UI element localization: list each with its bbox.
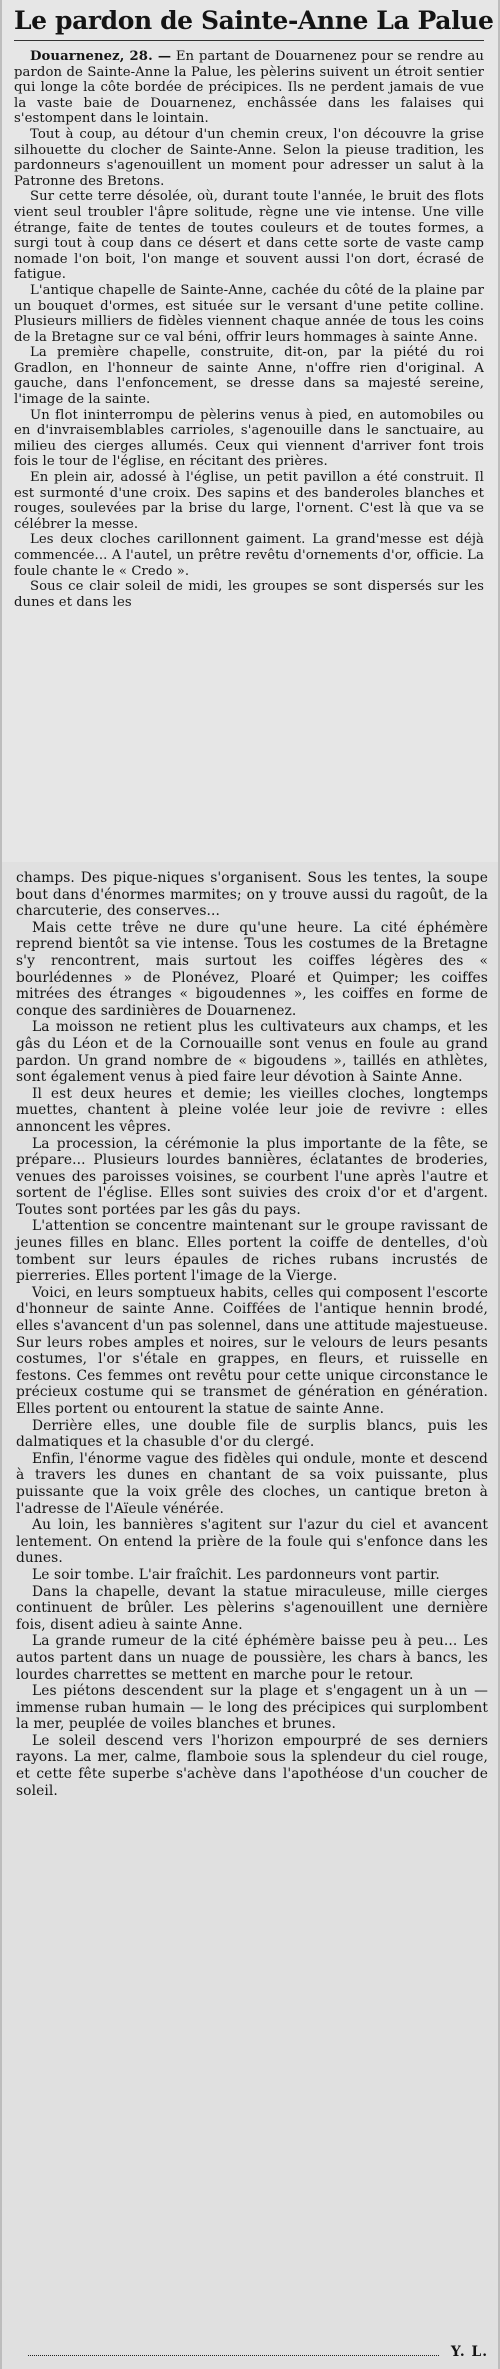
article-paragraph: Un flot ininterrompu de pèlerins venus à pied, en automobiles ou en d'invraisemblables carrioles, s'agenouille dans le sanctuaire, au milieu des cierges allumés. Ceux qui viennent d'arriver font trois fois le tour de l'église, en récitant des prières. <box>14 407 484 470</box>
article-paragraph: Tout à coup, au détour d'un chemin creux, l'on découvre la grise silhouette du clocher de Sainte-Anne. Selon la pieuse tradition, les pardonneurs s'agenouillent un moment pour adresser un salut à la Patronne des Bretons. <box>14 126 484 189</box>
article-paragraph: Les piétons descendent sur la plage et s'engagent un à un — immense ruban humain — le long des précipices qui surplombent la mer, peuplée de voiles blanches et brunes. <box>16 1683 488 1733</box>
article-paragraph: La première chapelle, construite, dit-on, par la piété du roi Gradlon, en l'honneur de sainte Anne, n'offre rien d'original. A gauche, dans l'enfoncement, se dresse dans sa majesté sereine, l'image de la sainte. <box>14 345 484 408</box>
article-paragraph: champs. Des pique-niques s'organisent. Sous les tentes, la soupe bout dans d'énormes marmites; on y trouve aussi du ragoût, de la charcuterie, des conserves... <box>16 870 488 920</box>
article-paragraph: La moisson ne retient plus les cultivateurs aux champs, et les gâs du Léon et de la Cornouaille sont venus en foule au grand pardon. Un grand nombre de « bigoudens », taillés en athlètes, sont également venus à pied faire leur dévotion à Sainte Anne. <box>16 1019 488 1086</box>
article-column-part-2 <box>0 862 500 2369</box>
article-signature <box>16 2344 488 2361</box>
article-paragraph: La procession, la cérémonie la plus importante de la fête, se prépare... Plusieurs lourdes bannières, éclatantes de broderies, venues des paroisses voisines, se courbent l'une après l'autre et sortent de l'église. Elles sont suivies des croix d'or et d'argent. Toutes sont portées par les gâs du pays. <box>16 1135 488 1218</box>
article-paragraph: Voici, en leurs somptueux habits, celles qui composent l'escorte d'honneur de sainte Anne. Coiffées de l'antique hennin brodé, elles s'avancent d'un pas solennel, dans une attitude majestueuse. Sur leurs robes amples et noires, sur le velours de leurs pesants costumes, l'or s'étale en grappes, en fleurs, et ruisselle en festons. Ces femmes ont revêtu pour cette unique circonstance le précieux costume qui se transmet de génération en génération. Elles portent ou entourent la statue de sainte Anne. <box>16 1284 488 1417</box>
article-paragraph: Enfin, l'énorme vague des fidèles qui ondule, monte et descend à travers les dunes en chantant de sa voix puissante, plus puissante que la voix grêle des cloches, un cantique breton à l'adresse de l'Aïeule vénérée. <box>16 1450 488 1517</box>
dateline: Douarnenez, 28. — <box>30 49 172 64</box>
author-initials: Y. L. <box>450 2344 488 2360</box>
article-paragraph: Derrière elles, une double file de surplis blancs, puis les dalmatiques et la chasuble d'or du clergé. <box>16 1417 488 1451</box>
article-paragraph: Dans la chapelle, devant la statue miraculeuse, mille cierges continuent de brûler. Les pèlerins s'agenouillent une dernière fois, disent adieu à sainte Anne. <box>16 1583 488 1633</box>
article-paragraph: L'attention se concentre maintenant sur le groupe ravissant de jeunes filles en blanc. Elles portent la coiffe de dentelles, d'où tombent sur leurs épaules de riches rubans incrustés de pierreries. Elles portent l'image de la Vierge. <box>16 1218 488 1285</box>
article-paragraph: Sous ce clair soleil de midi, les groupes se sont dispersés sur les dunes et dans les <box>14 579 484 610</box>
article-paragraph <box>14 49 484 127</box>
article-paragraph: L'antique chapelle de Sainte-Anne, cachée du côté de la plaine par un bouquet d'ormes, est située sur le versant d'une petite colline. Plusieurs milliers de fidèles viennent chaque année de tous les coins de la Bretagne sur ce val béni, offrir leurs hommages à sainte Anne. <box>14 282 484 345</box>
article-paragraph: Il est deux heures et demie; les vieilles cloches, longtemps muettes, chantent à pleine volée leur joie de revivre : elles annoncent les vêpres. <box>16 1085 488 1135</box>
paragraph-text: En partant de Douarnenez pour se rendre au pardon de Sainte-Anne la Palue, les pèlerins suivent un étroit sentier qui longe la côte bordée de précipices. Ils ne perdent jamais de vue la vaste baie de Douarnenez, enchâssée dans les falaises qui s'estompent dans le lointain. <box>14 49 484 127</box>
article-paragraph: Le soir tombe. L'air fraîchit. Les pardonneurs vont partir. <box>32 1566 440 1583</box>
signature-rule <box>28 2355 439 2356</box>
article-paragraph: En plein air, adossé à l'église, un petit pavillon a été construit. Il est surmonté d'une croix. Des sapins et des banderoles blanches et rouges, soulevées par la brise du large, l'ornent. C'est là que va se célébrer la messe. <box>14 470 484 532</box>
article-paragraph: Mais cette trêve ne dure qu'une heure. La cité éphémère reprend bientôt sa vie intense. Tous les costumes de la Bretagne s'y rencontrent, mais surtout les coiffes légères des « bourlédennes » de Plonévez, Ploaré et Quimper; les coiffes mitrées des étranges « bigoudennes », les coiffes en forme de conque des sardinières de Douarnenez. <box>16 919 488 1019</box>
article-paragraph: La grande rumeur de la cité éphémère baisse peu à peu... Les autos partent dans un nuage de poussière, les chars à bancs, les lourdes charrettes se mettent en marche pour le retour. <box>16 1633 488 1683</box>
article-title: Le pardon de Sainte-Anne La Palue <box>14 6 484 41</box>
article-paragraph: Au loin, les bannières s'agitent sur l'azur du ciel et avancent lentement. On entend la prière de la foule qui s'enfonce dans les dunes. <box>16 1517 488 1567</box>
article-paragraph: Sur cette terre désolée, où, durant toute l'année, le bruit des flots vient seul troubler l'âpre solitude, règne une vie intense. Une ville étrange, faite de tentes de toutes couleurs et de toutes formes, a surgi tout à coup dans ce désert et dans cette sorte de vaste camp nomade l'on boit, l'on mange et souvent aussi l'on dort, écrasé de fatigue. <box>14 189 484 283</box>
article-paragraph: Le soleil descend vers l'horizon empourpré de ses derniers rayons. La mer, calme, flamboie sous la splendeur du ciel rouge, et cette fête superbe s'achève dans l'apothéose d'un coucher de soleil. <box>16 1732 488 1799</box>
article-paragraph: Les deux cloches carillonnent gaiment. La grand'messe est déjà commencée... A l'autel, un prêtre revêtu d'ornements d'or, officie. La foule chante le « Credo ». <box>14 532 484 579</box>
article-column-part-1 <box>0 0 500 862</box>
